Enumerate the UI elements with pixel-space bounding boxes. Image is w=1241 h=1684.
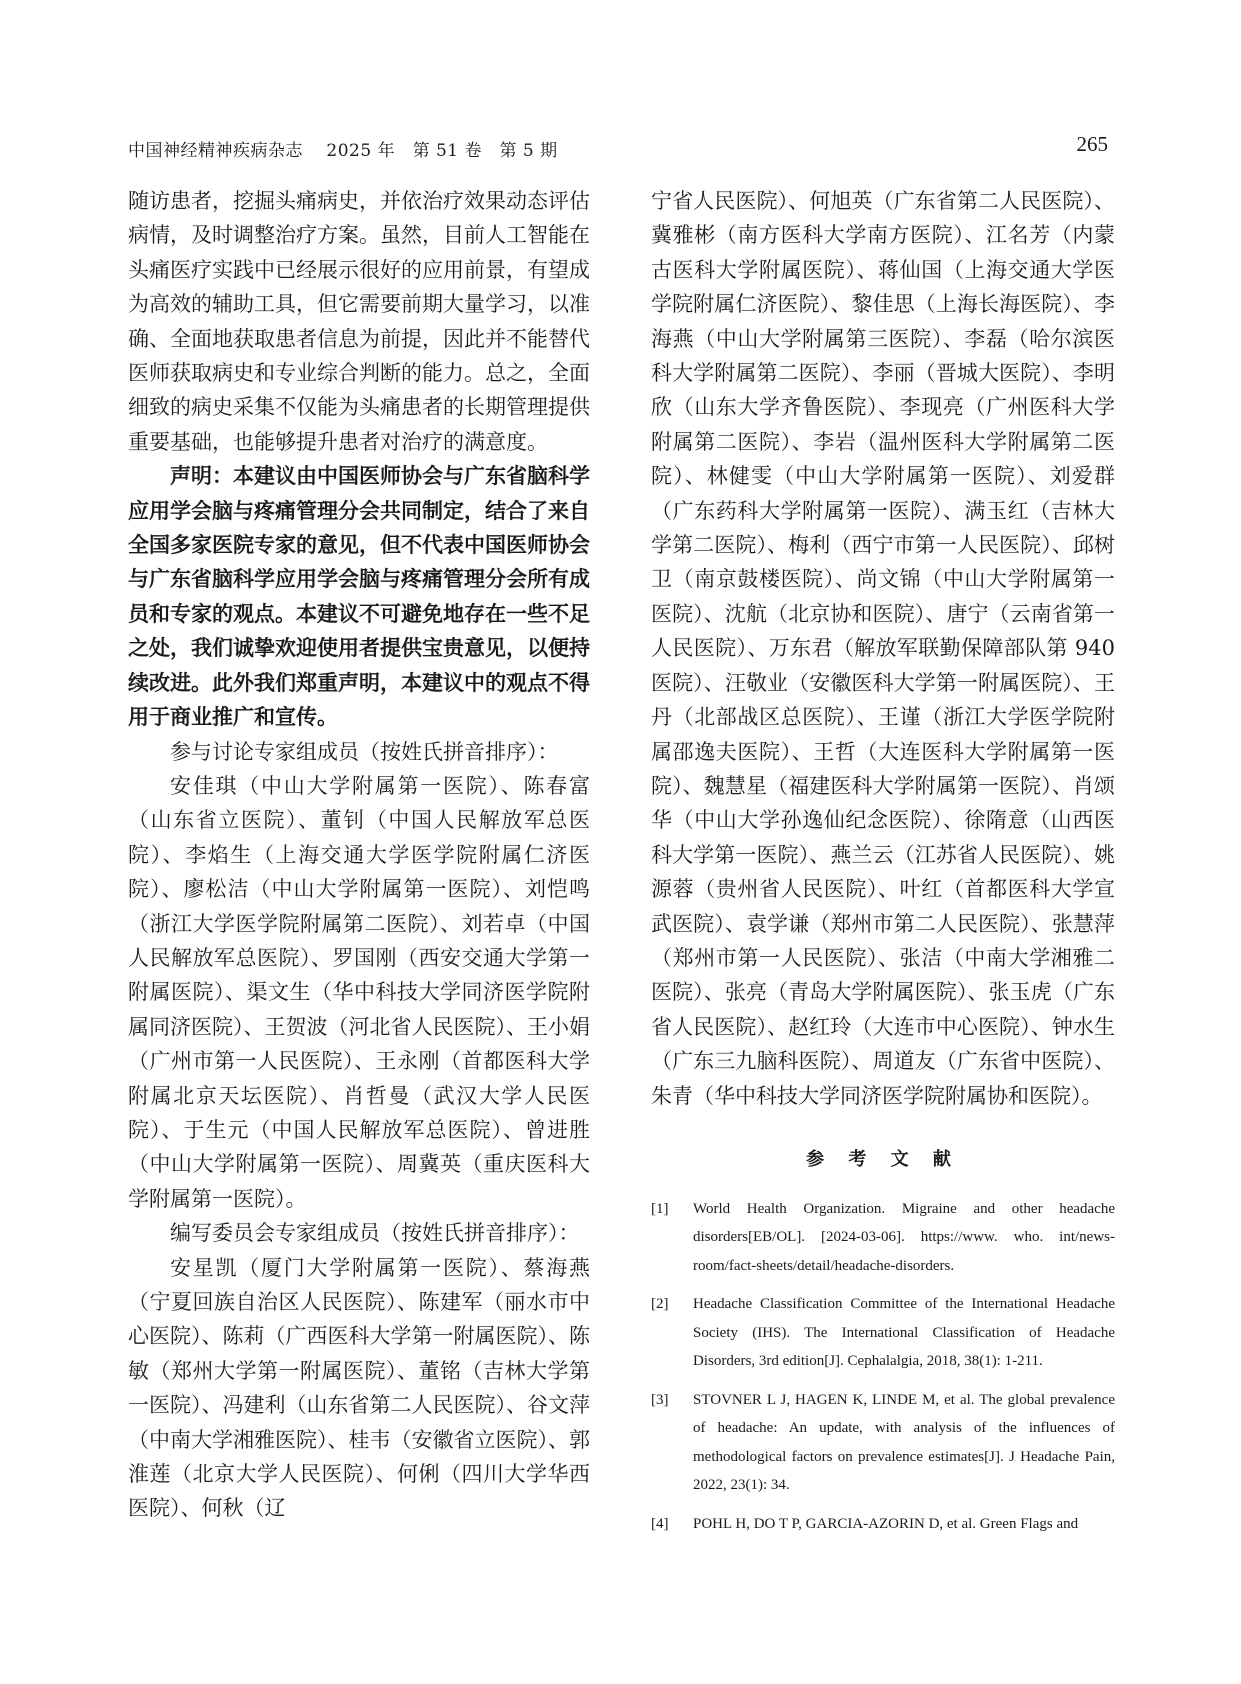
reference-text: Headache Classification Committee of the International Headache Society (IHS). The International Classification of Headache Disorders, 3rd edition[J]. Cephalalgia, 2018, 38(1): 1-211. <box>693 1296 1115 1370</box>
reference-list <box>651 1195 1115 1539</box>
discussion-group-heading: 参与讨论专家组成员（按姓氏拼音排序）： <box>170 739 559 764</box>
editorial-committee-members-cont: 宁省人民医院）、何旭英（广东省第二人民医院）、冀雅彬（南方医科大学南方医院）、江名芳（内蒙古医科大学附属医院）、蒋仙国（上海交通大学医学院附属仁济医院）、黎佳思（上海长海医院）、李海燕（中山大学附属第三医院）、李磊（哈尔滨医科大学附属第二医院）、李丽（晋城大医院）、李明欣（山东大学齐鲁医院）、李现亮（广州医科大学附属第二医院）、李岩（温州医科大学附属第二医院）、林健雯（中山大学附属第一医院）、刘爱群（广东药科大学附属第一医院）、满玉红（吉林大学第二医院）、梅利（西宁市第一人民医院）、邱树卫（南京鼓楼医院）、尚文锦（中山大学附属第一医院）、沈航（北京协和医院）、唐宁（云南省第一人民医院）、万东君（解放军联勤保障部队第 940 医院）、汪敬业（安徽医科大学第一附属医院）、王丹（北部战区总医院）、王谨（浙江大学医学院附属邵逸夫医院）、王哲（大连医科大学附属第一医院）、魏慧星（福建医科大学附属第一医院）、肖颂华（中山大学孙逸仙纪念医院）、徐隋意（山西医科大学第一医院）、燕兰云（江苏省人民医院）、姚源蓉（贵州省人民医院）、叶红（首都医科大学宣武医院）、袁学谦（郑州市第二人民医院）、张慧萍（郑州市第一人民医院）、张洁（中南大学湘雅二医院）、张亮（青岛大学附属医院）、张玉虎（广东省人民医院）、赵红玲（大连市中心医院）、钟水生（广东三九脑科医院）、周道友（广东省中医院）、朱青（华中科技大学同济医学院附属协和医院）。 <box>651 189 1115 1108</box>
reference-number: [1] <box>651 1200 669 1217</box>
reference-item <box>651 1386 1115 1500</box>
reference-number: [4] <box>651 1515 669 1532</box>
editorial-committee-heading: 编写委员会专家组成员（按姓氏拼音排序）： <box>170 1221 580 1246</box>
page-number: 265 <box>1076 132 1108 156</box>
reference-number: [2] <box>651 1296 669 1313</box>
reference-number: [3] <box>651 1391 669 1408</box>
closing-paragraph: 随访患者，挖掘头痛病史，并依治疗效果动态评估病情，及时调整治疗方案。虽然，目前人工智能在头痛医疗实践中已经展示很好的应用前景，有望成为高效的辅助工具，但它需要前期大量学习，以准确、全面地获取患者信息为前提，因此并不能替代医师获取病史和专业综合判断的能力。总之，全面细致的病史采集不仅能为头痛患者的长期管理提供重要基础，也能够提升患者对治疗的满意度。 <box>128 189 590 454</box>
reference-text: World Health Organization. Migraine and other headache disorders[EB/OL]. [2024-03-06]. https://www. who. int/news-room/fact-sheets/detail/headache-disorders. <box>693 1200 1115 1274</box>
running-header <box>128 132 1108 162</box>
discussion-group-members: 安佳琪（中山大学附属第一医院）、陈春富（山东省立医院）、董钊（中国人民解放军总医院）、李焰生（上海交通大学医学院附属仁济医院）、廖松洁（中山大学附属第一医院）、刘恺鸣（浙江大学医学院附属第二医院）、刘若卓（中国人民解放军总医院）、罗国刚（西安交通大学第一附属医院）、渠文生（华中科技大学同济医学院附属同济医院）、王贺波（河北省人民医院）、王小娟（广州市第一人民医院）、王永刚（首都医科大学附属北京天坛医院）、肖哲曼（武汉大学人民医院）、于生元（中国人民解放军总医院）、曾进胜（中山大学附属第一医院）、周冀英（重庆医科大学附属第一医院）。 <box>128 773 590 1211</box>
reference-item <box>651 1195 1115 1281</box>
reference-text: POHL H, DO T P, GARCIA-AZORIN D, et al. Green Flags and <box>693 1515 1079 1532</box>
references-title: 参 考 文 献 <box>806 1148 960 1170</box>
editorial-committee-members: 安星凯（厦门大学附属第一医院）、蔡海燕（宁夏回族自治区人民医院）、陈建军（丽水市中心医院）、陈莉（广西医科大学第一附属医院）、陈敏（郑州大学第一附属医院）、董铭（吉林大学第一医院）、冯建利（山东省第二人民医院）、谷文萍（中南大学湘雅医院）、桂韦（安徽省立医院）、郭淮莲（北京大学人民医院）、何俐（四川大学华西医院）、何秋（辽 <box>128 1255 590 1521</box>
left-column <box>128 184 590 1526</box>
journal-info: 中国神经精神疾病杂志 2025 年 第 51 卷 第 5 期 <box>128 141 558 161</box>
reference-item <box>651 1510 1115 1539</box>
declaration-paragraph: 声明：本建议由中国医师协会与广东省脑科学应用学会脑与疼痛管理分会共同制定，结合了来自全国多家医院专家的意见，但不代表中国医师协会与广东省脑科学应用学会脑与疼痛管理分会所有成员和专家的观点。本建议不可避免地存在一些不足之处，我们诚挚欢迎使用者提供宝贵意见，以便持续改进。此外我们郑重声明，本建议中的观点不得用于商业推广和宣传。 <box>128 463 590 730</box>
reference-item <box>651 1290 1115 1376</box>
reference-text: STOVNER L J, HAGEN K, LINDE M, et al. The global prevalence of headache: An update, with analysis of the influences of methodological factors on prevalence estimates[J]. J Headache Pain, 2022, 23(1): 34. <box>693 1391 1115 1494</box>
right-column <box>651 184 1115 1548</box>
